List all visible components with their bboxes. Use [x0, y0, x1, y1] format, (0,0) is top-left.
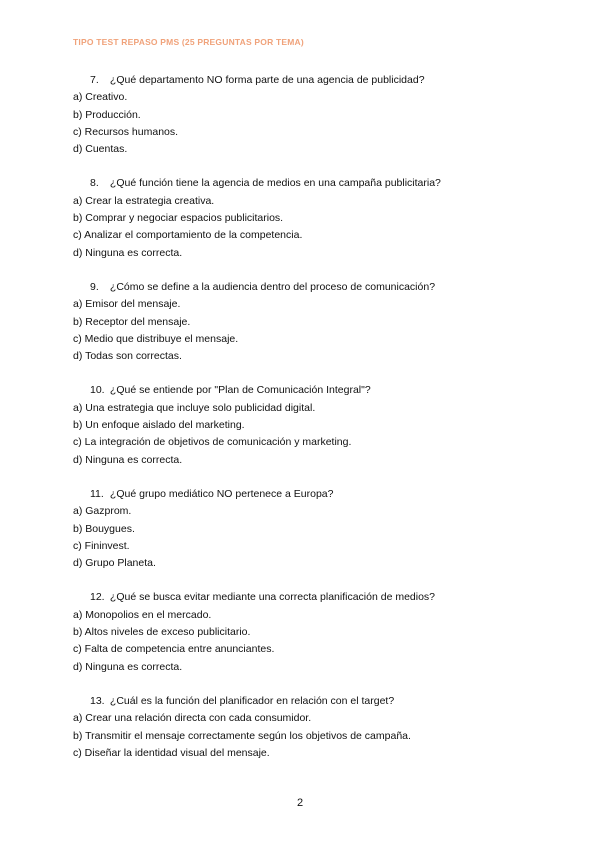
question-text: ¿Qué departamento NO forma parte de una agencia de publicidad? [109, 74, 425, 86]
question-text: ¿Qué se busca evitar mediante una correcta planificación de medios? [109, 591, 436, 604]
question-line [73, 72, 553, 89]
option-c: c) Recursos humanos. [73, 125, 179, 138]
question-line [73, 693, 553, 710]
option-d: d) Ninguna es correcta. [73, 660, 183, 673]
option-b: b) Receptor del mensaje. [73, 315, 191, 328]
question-13 [73, 693, 553, 762]
question-number: 7. [90, 74, 99, 86]
option-c: c) Fininvest. [73, 539, 130, 552]
option-a: a) Emisor del mensaje. [73, 298, 181, 311]
option-c: c) Falta de competencia entre anunciantes. [73, 643, 275, 656]
option-d: d) Todas son correctas. [73, 350, 182, 363]
question-number: 8. [90, 177, 99, 190]
option-a: a) Monopolios en el mercado. [73, 608, 212, 621]
option-a: a) Crear una relación directa con cada consumidor. [73, 712, 312, 725]
question-number: 12. [90, 591, 105, 604]
question-text: ¿Qué se entiende por "Plan de Comunicación Integral"? [109, 384, 371, 397]
option-b: b) Transmitir el mensaje correctamente según los objetivos de campaña. [73, 729, 411, 742]
document-header: TIPO TEST REPASO PMS (25 PREGUNTAS POR TEMA) [73, 37, 304, 47]
question-8 [73, 175, 553, 261]
option-c: c) Medio que distribuye el mensaje. [73, 332, 239, 345]
option-b: b) Comprar y negociar espacios publicitarios. [73, 212, 284, 225]
page-number: 2 [296, 797, 304, 809]
option-d: d) Grupo Planeta. [73, 557, 156, 570]
option-a: a) Creativo. [73, 91, 128, 104]
question-12 [73, 589, 553, 675]
option-d: d) Cuentas. [73, 143, 128, 156]
question-number: 13. [90, 694, 105, 707]
option-a: a) Crear la estrategia creativa. [73, 194, 215, 207]
question-number: 11. [90, 487, 104, 500]
option-b: b) Altos niveles de exceso publicitario. [73, 626, 251, 639]
question-text: ¿Cómo se define a la audiencia dentro del proceso de comunicación? [109, 280, 436, 293]
option-b: b) Un enfoque aislado del marketing. [73, 419, 245, 432]
question-11 [73, 486, 553, 572]
question-list [73, 72, 553, 779]
question-text: ¿Qué grupo mediático NO pertenece a Europa? [109, 487, 334, 500]
question-10 [73, 382, 553, 468]
question-line [73, 382, 553, 399]
option-d: d) Ninguna es correcta. [73, 453, 183, 466]
question-number: 10. [90, 384, 105, 397]
question-7 [73, 72, 553, 158]
option-b: b) Bouygues. [73, 522, 135, 535]
question-line [73, 175, 553, 192]
option-c: c) Analizar el comportamiento de la competencia. [73, 229, 303, 242]
question-9 [73, 279, 553, 365]
option-a: a) Gazprom. [73, 505, 132, 518]
option-c: c) Diseñar la identidad visual del mensaje. [73, 746, 270, 759]
option-d: d) Ninguna es correcta. [73, 246, 183, 259]
option-c: c) La integración de objetivos de comunicación y marketing. [73, 436, 352, 449]
question-text: ¿Qué función tiene la agencia de medios en una campaña publicitaria? [109, 177, 441, 190]
question-line [73, 279, 553, 296]
option-a: a) Una estrategia que incluye solo publicidad digital. [73, 401, 316, 414]
question-line [73, 589, 553, 606]
question-number: 9. [90, 280, 99, 293]
question-text: ¿Cuál es la función del planificador en relación con el target? [109, 694, 395, 707]
question-line [73, 486, 553, 503]
option-b: b) Producción. [73, 108, 141, 121]
